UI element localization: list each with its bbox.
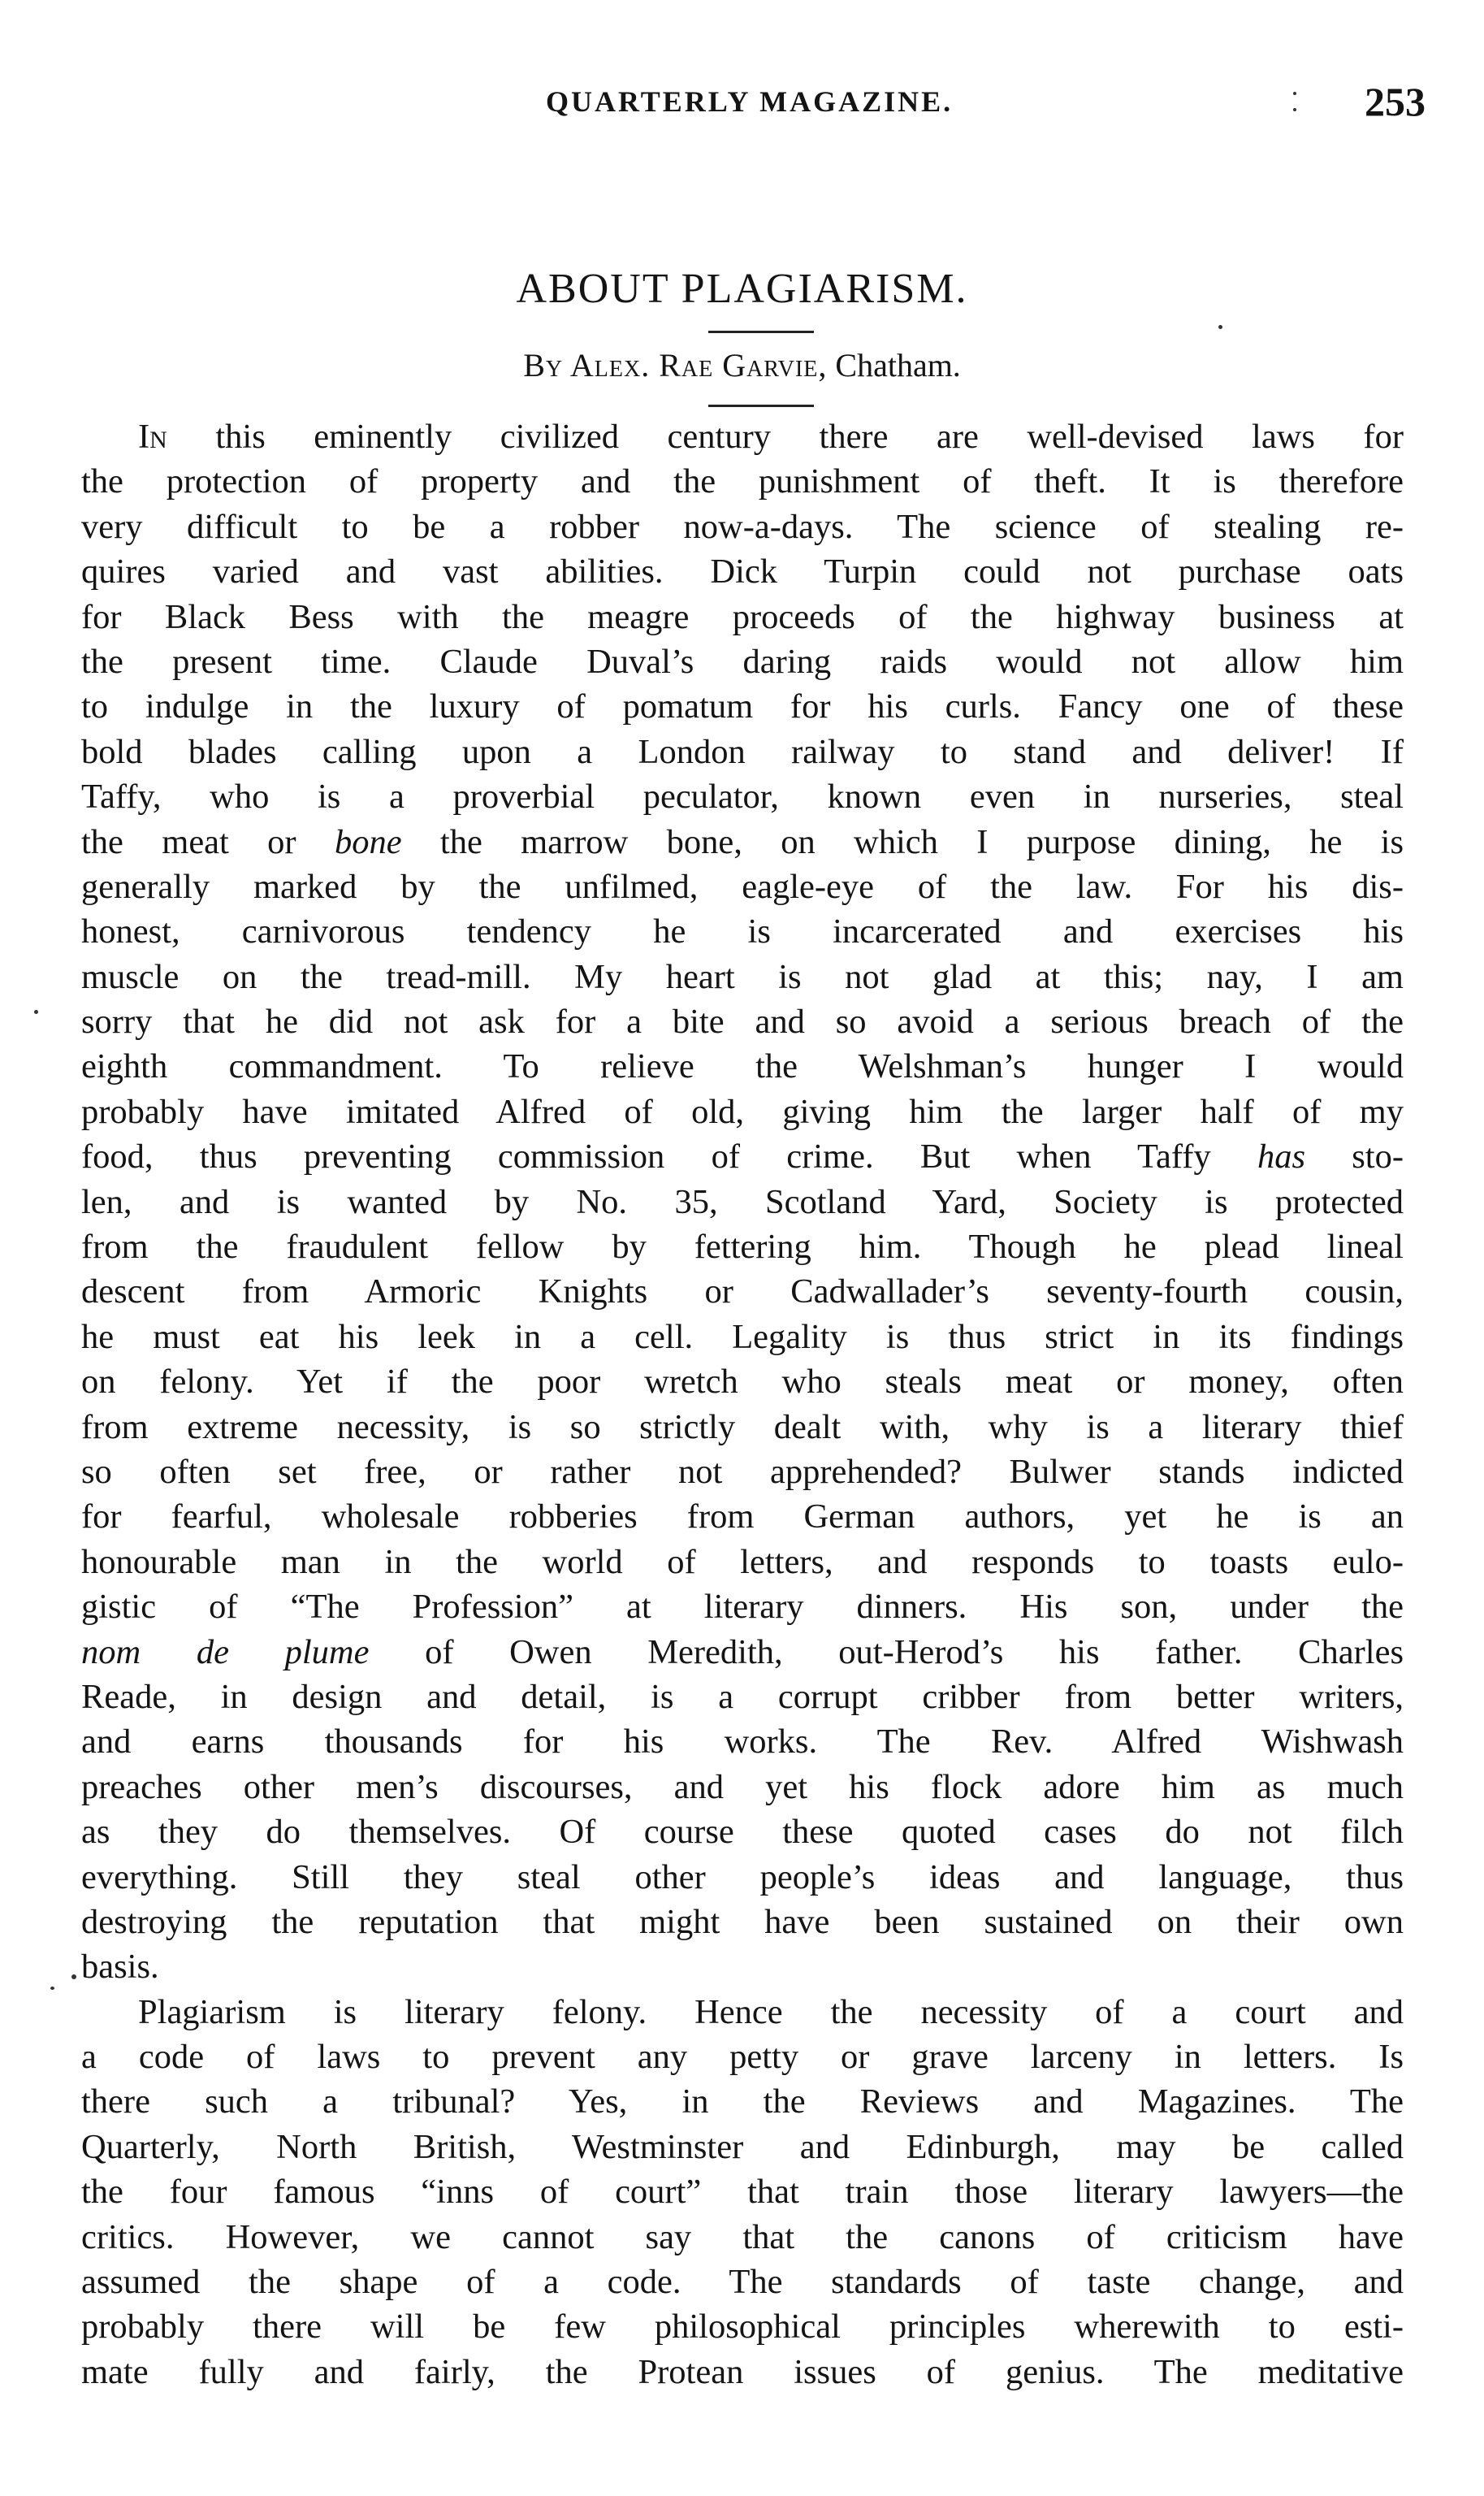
text-line: and earns thousands for his works. The Rev. Alfred Wishwash <box>81 1722 1404 1762</box>
text-line: quires varied and vast abilities. Dick Turpin could not purchase oats <box>81 552 1404 592</box>
running-title: QUARTERLY MAGAZINE. <box>546 85 954 118</box>
italic-phrase: nom de plume <box>81 1632 370 1671</box>
title-rule <box>708 331 814 333</box>
text-line: he must eat his leek in a cell. Legality is thus strict in its findings <box>81 1317 1404 1356</box>
text-line: destroying the reputation that might have been sustained on their own <box>81 1902 1404 1941</box>
text-line: so often set free, or rather not apprehended? Bulwer stands indicted <box>81 1452 1404 1491</box>
italic-word: has <box>1257 1138 1306 1176</box>
italic-word: bone <box>334 822 402 861</box>
text-line: for fearful, wholesale robberies from German authors, yet he is an <box>81 1497 1404 1536</box>
text-line: the four famous “inns of court” that train those literary lawyers—the <box>81 2173 1404 2212</box>
text-line: the protection of property and the punishment of theft. It is therefore <box>81 462 1404 501</box>
text-line: Quarterly, North British, Westminster and Edinburgh, may be called <box>81 2127 1404 2166</box>
text-line: as they do themselves. Of course these quoted cases do not filch <box>81 1813 1404 1852</box>
text-line: for Black Bess with the meagre proceeds of the highway business at <box>81 597 1404 636</box>
text-line: a code of laws to prevent any petty or grave larceny in letters. Is <box>81 2038 1404 2077</box>
print-speck <box>1218 325 1222 329</box>
text-line: nom de plume of Owen Meredith, out-Herod’s his father. Charles <box>81 1632 1404 1671</box>
print-speck <box>71 1974 76 1979</box>
text-line: probably there will be few philosophical principles wherewith to esti- <box>81 2308 1404 2346</box>
print-speck <box>34 1010 38 1014</box>
text-line: critics. However, we cannot say that the canons of criticism have <box>81 2217 1404 2256</box>
text-line: everything. Still they steal other people’s ideas and language, thus <box>81 1857 1404 1896</box>
running-head <box>0 78 1484 127</box>
text-line: honest, carnivorous tendency he is incarcerated and exercises his <box>81 912 1404 951</box>
text-line: from the fraudulent fellow by fettering him. Though he plead lineal <box>81 1228 1404 1267</box>
text-line: there such a tribunal? Yes, in the Reviews and Magazines. The <box>81 2082 1404 2121</box>
text-line: the present time. Claude Duval’s daring raids would not allow him <box>81 642 1404 681</box>
text-line: gistic of “The Profession” at literary dinners. His son, under the <box>81 1588 1404 1627</box>
text-line: eighth commandment. To relieve the Welshman’s hunger I would <box>81 1047 1404 1086</box>
text-line: Taffy, who is a proverbial peculator, known even in nurseries, steal <box>81 778 1404 817</box>
print-speck <box>50 1987 54 1990</box>
text-line: very difficult to be a robber now-a-days. The science of stealing re- <box>81 507 1404 546</box>
print-speck <box>1293 108 1296 111</box>
article-body <box>81 414 1404 2394</box>
text-line: len, and is wanted by No. 35, Scotland Yard, Society is protected <box>81 1182 1404 1221</box>
text-line: mate fully and fairly, the Protean issues of genius. The meditative <box>81 2352 1404 2391</box>
text-line: sorry that he did not ask for a bite and so avoid a serious breach of the <box>81 1003 1404 1042</box>
text-line: the meat or bone the marrow bone, on which I purpose dining, he is <box>81 822 1404 861</box>
page-number: 253 <box>1365 79 1426 124</box>
text-line: In this eminently civilized century there are well-devised laws for <box>138 418 1404 456</box>
byline-place: Chatham. <box>835 347 961 384</box>
text-line: preaches other men’s discourses, and yet his flock adore him as much <box>81 1767 1404 1806</box>
text-line: descent from Armoric Knights or Cadwallader’s seventy-fourth cousin, <box>81 1272 1404 1311</box>
text-line: assumed the shape of a code. The standards of taste change, and <box>81 2263 1404 2302</box>
text-line: muscle on the tread-mill. My heart is not glad at this; nay, I am <box>81 957 1404 996</box>
article-title: ABOUT PLAGIARISM. <box>516 266 968 312</box>
text-line: from extreme necessity, is so strictly dealt with, why is a literary thief <box>81 1407 1404 1446</box>
text-line: bold blades calling upon a London railway to stand and deliver! If <box>81 732 1404 771</box>
text-line: Reade, in design and detail, is a corrupt cribber from better writers, <box>81 1677 1404 1716</box>
text-line: basis. <box>81 1948 159 1987</box>
byline-author: By Alex. Rae Garvie, <box>523 347 828 384</box>
byline-rule <box>708 405 814 407</box>
text-line: to indulge in the luxury of pomatum for his curls. Fancy one of these <box>81 687 1404 726</box>
text-line: Plagiarism is literary felony. Hence the necessity of a court and <box>138 1992 1404 2031</box>
print-speck <box>1293 92 1296 95</box>
text-line: on felony. Yet if the poor wretch who steals meat or money, often <box>81 1363 1404 1402</box>
text-line: probably have imitated Alfred of old, giving him the larger half of my <box>81 1092 1404 1131</box>
drop-initial: In <box>138 418 167 456</box>
text-line: generally marked by the unfilmed, eagle-eye of the law. For his dis- <box>81 867 1404 906</box>
text-line: honourable man in the world of letters, and responds to toasts eulo- <box>81 1542 1404 1581</box>
byline <box>0 346 1484 384</box>
text-line: food, thus preventing commission of crime. But when Taffy has sto- <box>81 1138 1404 1176</box>
